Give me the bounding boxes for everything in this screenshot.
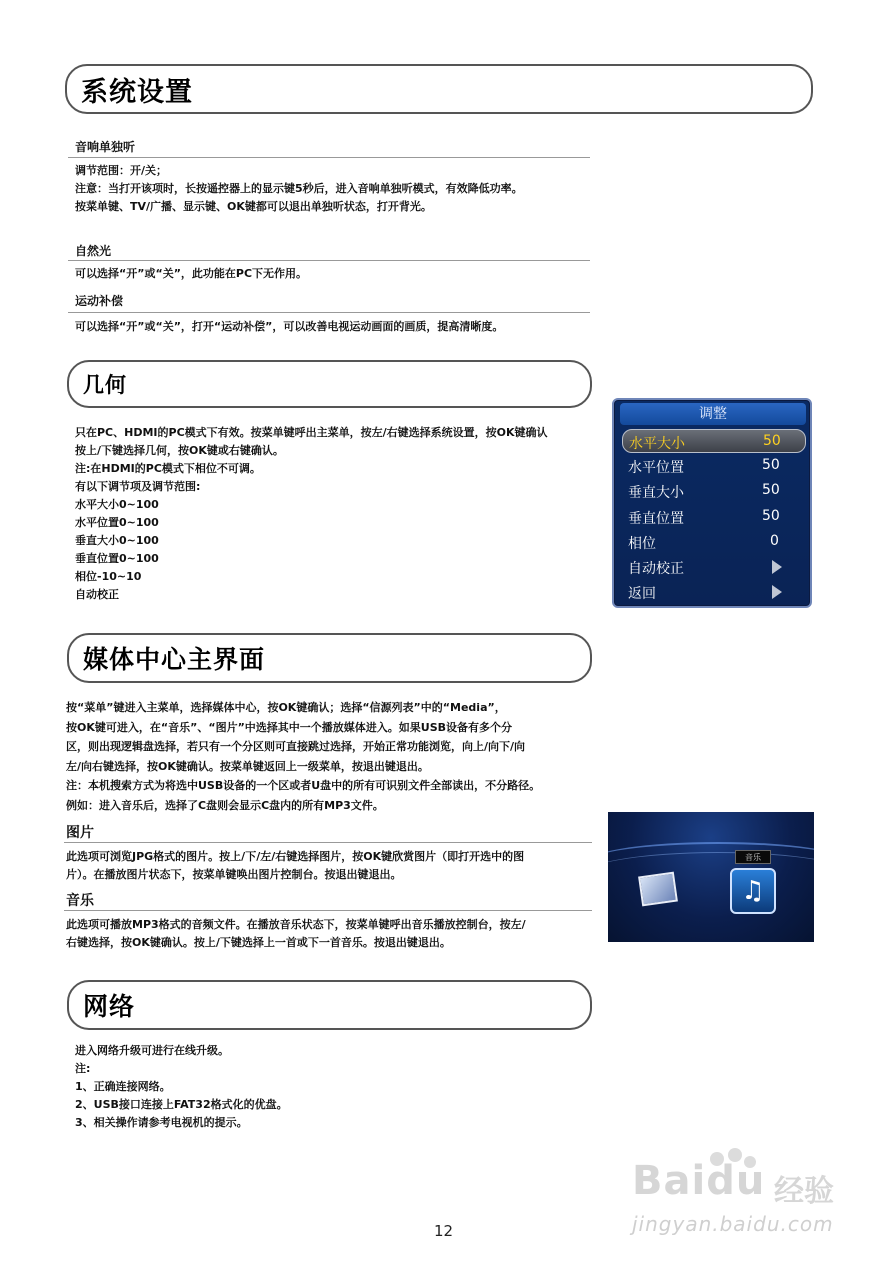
paragraph bbox=[75, 1042, 288, 1132]
watermark-brand: 经验 bbox=[774, 1174, 834, 1209]
paragraph bbox=[66, 698, 540, 815]
divider bbox=[68, 157, 590, 158]
text-line: 垂直大小0~100 bbox=[75, 534, 159, 547]
text-line: 只在PC、HDMI的PC模式下有效。按菜单键呼出主菜单，按左/右键选择系统设置，按OK键确认 bbox=[75, 426, 548, 439]
text-line: 注:在HDMI的PC模式下相位不可调。 bbox=[75, 462, 261, 475]
tv-menu-title: 调整 bbox=[620, 403, 806, 425]
paragraph bbox=[75, 318, 503, 336]
divider bbox=[68, 260, 590, 261]
text-line: 有以下调节项及调节范围: bbox=[75, 480, 201, 493]
tv-menu-label: 水平位置 bbox=[628, 460, 684, 476]
text-line: 进入网络升级可进行在线升级。 bbox=[75, 1044, 229, 1057]
subsection-heading: 图片 bbox=[66, 825, 94, 841]
baidu-jingyan-watermark bbox=[632, 1152, 862, 1252]
paragraph bbox=[75, 424, 548, 604]
section-header-system bbox=[65, 64, 813, 114]
tv-menu-value: 50 bbox=[762, 508, 780, 524]
tv-menu-row bbox=[622, 530, 806, 554]
section-header-geometry bbox=[67, 360, 592, 408]
tv-adjust-menu bbox=[612, 398, 812, 608]
paragraph bbox=[75, 265, 307, 283]
text-line: 相位-10~10 bbox=[75, 570, 142, 583]
play-arrow-icon bbox=[772, 585, 782, 599]
media-center-screenshot bbox=[608, 812, 814, 942]
watermark-url: jingyan.baidu.com bbox=[632, 1212, 834, 1236]
tv-menu-label: 返回 bbox=[628, 586, 656, 602]
play-arrow-icon bbox=[772, 560, 782, 574]
section-header-media bbox=[67, 633, 592, 683]
text-line: 按菜单键、TV/广播、显示键、OK键都可以退出单独听状态，打开背光。 bbox=[75, 200, 432, 213]
tv-menu-row bbox=[622, 555, 806, 579]
subsection-heading: 运动补偿 bbox=[75, 294, 124, 308]
tv-menu-row bbox=[622, 429, 806, 453]
text-line: 按OK键可进入，在“音乐”、“图片”中选择其中一个播放媒体进入。如果USB设备有多个分 bbox=[66, 720, 513, 734]
paragraph bbox=[66, 916, 526, 952]
section-title: 网络 bbox=[83, 992, 136, 1021]
section-title: 媒体中心主界面 bbox=[83, 645, 266, 674]
paragraph bbox=[66, 848, 524, 884]
tv-menu-row bbox=[622, 454, 806, 478]
tv-menu-row bbox=[622, 580, 806, 604]
page-number: 12 bbox=[434, 1222, 454, 1240]
text-line: 1、正确连接网络。 bbox=[75, 1080, 171, 1093]
text-line: 水平位置0~100 bbox=[75, 516, 159, 529]
text-line: 2、USB接口连接上FAT32格式化的优盘。 bbox=[75, 1098, 288, 1111]
text-line: 垂直位置0~100 bbox=[75, 552, 159, 565]
subsection-heading: 音乐 bbox=[66, 893, 94, 909]
photo-icon bbox=[638, 872, 678, 907]
divider bbox=[68, 312, 590, 313]
text-line: 此选项可播放MP3格式的音频文件。在播放音乐状态下，按菜单键呼出音乐播放控制台，按左/ bbox=[66, 918, 526, 931]
text-line: 按上/下键选择几何，按OK键或右键确认。 bbox=[75, 444, 284, 457]
text-line: 可以选择“开”或“关”，此功能在PC下无作用。 bbox=[75, 267, 308, 280]
text-line: 右键选择，按OK键确认。按上/下键选择上一首或下一首音乐。按退出键退出。 bbox=[66, 936, 451, 949]
text-line: 3、相关操作请参考电视机的提示。 bbox=[75, 1116, 248, 1129]
text-line: 此选项可浏览JPG格式的图片。按上/下/左/右键选择图片，按OK键欣赏图片（即打开选中的图 bbox=[66, 850, 525, 863]
tv-menu-value: 50 bbox=[763, 433, 781, 449]
section-title: 系统设置 bbox=[81, 76, 193, 108]
tv-menu-row bbox=[622, 505, 806, 529]
text-line: 注: bbox=[75, 1062, 91, 1075]
text-line: 注：本机搜索方式为将选中USB设备的一个区或者U盘中的所有可识别文件全部读出，不分路径。 bbox=[66, 779, 541, 792]
text-line: 水平大小0~100 bbox=[75, 498, 159, 511]
tv-menu-label: 垂直位置 bbox=[628, 511, 684, 527]
subsection-heading: 自然光 bbox=[75, 244, 112, 258]
tv-menu-label: 水平大小 bbox=[629, 436, 685, 452]
text-line: 自动校正 bbox=[75, 588, 119, 601]
text-line: 注意：当打开该项时，长按遥控器上的显示键5秒后，进入音响单独听模式，有效降低功率。 bbox=[75, 182, 523, 195]
text-line: 调节范围：开/关； bbox=[75, 164, 168, 177]
music-note-icon: ♫ bbox=[730, 868, 776, 914]
text-line: 左/向右键选择，按OK键确认。按菜单键返回上一级菜单，按退出键退出。 bbox=[66, 759, 429, 773]
section-header-network bbox=[67, 980, 592, 1030]
text-line: 按“菜单”键进入主菜单，选择媒体中心，按OK键确认；选择“信源列表”中的“Media”， bbox=[66, 701, 506, 714]
tv-menu-label: 自动校正 bbox=[628, 561, 684, 577]
text-line: 可以选择“开”或“关”，打开“运动补偿”，可以改善电视运动画面的画质，提高清晰度。 bbox=[75, 320, 504, 333]
tv-menu-row bbox=[622, 479, 806, 503]
tv-menu-label: 相位 bbox=[628, 536, 656, 552]
text-line: 区，则出现逻辑盘选择，若只有一个分区则可直接跳过选择，开始正常功能浏览，向上/向下/向 bbox=[66, 740, 526, 753]
tv-menu-value: 50 bbox=[762, 457, 780, 473]
tv-menu-value: 50 bbox=[762, 482, 780, 498]
divider bbox=[64, 842, 592, 843]
watermark-logo: Baidu bbox=[632, 1158, 766, 1204]
subsection-heading: 音响单独听 bbox=[75, 140, 136, 154]
paragraph bbox=[75, 162, 523, 216]
section-title: 几何 bbox=[83, 372, 127, 397]
divider bbox=[64, 910, 592, 911]
tv-menu-label: 垂直大小 bbox=[628, 485, 684, 501]
tv-menu-value: 0 bbox=[770, 533, 779, 549]
text-line: 片）。在播放图片状态下，按菜单键唤出图片控制台。按退出键退出。 bbox=[66, 868, 402, 881]
media-music-label: 音乐 bbox=[735, 850, 771, 864]
text-line: 例如：进入音乐后，选择了C盘则会显示C盘内的所有MP3文件。 bbox=[66, 798, 384, 812]
